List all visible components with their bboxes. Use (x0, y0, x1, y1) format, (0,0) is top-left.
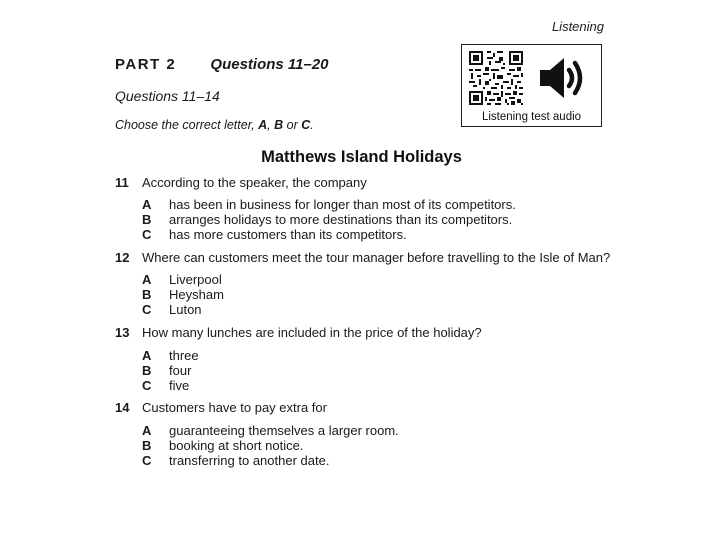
question-text: Where can customers meet the tour manager before travelling to the Isle of Man? (142, 250, 611, 265)
option-text: five (169, 378, 190, 393)
question-text: According to the speaker, the company (142, 175, 367, 190)
question-number: 12 (115, 250, 130, 265)
question-number: 11 (115, 175, 129, 190)
option-letter: C (142, 227, 152, 242)
instruction-letter-c: C (301, 118, 311, 132)
question-text: How many lunches are included in the price of the holiday? (142, 325, 482, 340)
option-letter: A (142, 348, 152, 363)
option-text: arranges holidays to more destinations than its competitors. (169, 212, 513, 227)
option-letter: C (142, 302, 152, 317)
instruction (115, 118, 314, 132)
option-text: transferring to another date. (169, 453, 330, 468)
question-text: Customers have to pay extra for (142, 400, 327, 415)
section-label: Listening (551, 19, 604, 34)
option-letter: B (142, 363, 152, 378)
question-number: 13 (115, 325, 130, 340)
option-letter: B (142, 287, 152, 302)
instruction-sep1: , (267, 118, 275, 132)
option-text: Liverpool (169, 272, 222, 287)
option-letter: C (142, 453, 152, 468)
instruction-prefix: Choose the correct letter, (115, 118, 259, 132)
option-text: has been in business for longer than most of its competitors. (169, 197, 516, 212)
option-text: has more customers than its competitors. (169, 227, 407, 242)
question-range: Questions 11–20 (210, 56, 329, 73)
instruction-letter-a: A (258, 118, 268, 132)
audio-caption: Listening test audio (481, 111, 582, 123)
instruction-letter-b: B (274, 118, 284, 132)
option-text: Heysham (169, 287, 224, 302)
option-text: Luton (169, 302, 202, 317)
question-number: 14 (115, 400, 130, 415)
instruction-end: . (310, 118, 314, 132)
instruction-sep2: or (283, 118, 302, 132)
option-text: three (169, 348, 199, 363)
option-letter: B (142, 438, 152, 453)
part-label: PART 2 (115, 56, 177, 73)
qr-code-icon[interactable] (469, 51, 523, 105)
part-heading (115, 56, 329, 73)
option-text: four (169, 363, 192, 378)
speaker-icon[interactable] (538, 53, 588, 103)
option-text: booking at short notice. (169, 438, 304, 453)
option-letter: A (142, 423, 152, 438)
audio-box[interactable] (461, 44, 602, 127)
option-letter: A (142, 272, 152, 287)
option-text: guaranteeing themselves a larger room. (169, 423, 399, 438)
sub-question-range: Questions 11–14 (115, 88, 220, 104)
option-letter: C (142, 378, 152, 393)
option-letter: A (142, 197, 152, 212)
option-letter: B (142, 212, 152, 227)
passage-title: Matthews Island Holidays (261, 148, 462, 166)
